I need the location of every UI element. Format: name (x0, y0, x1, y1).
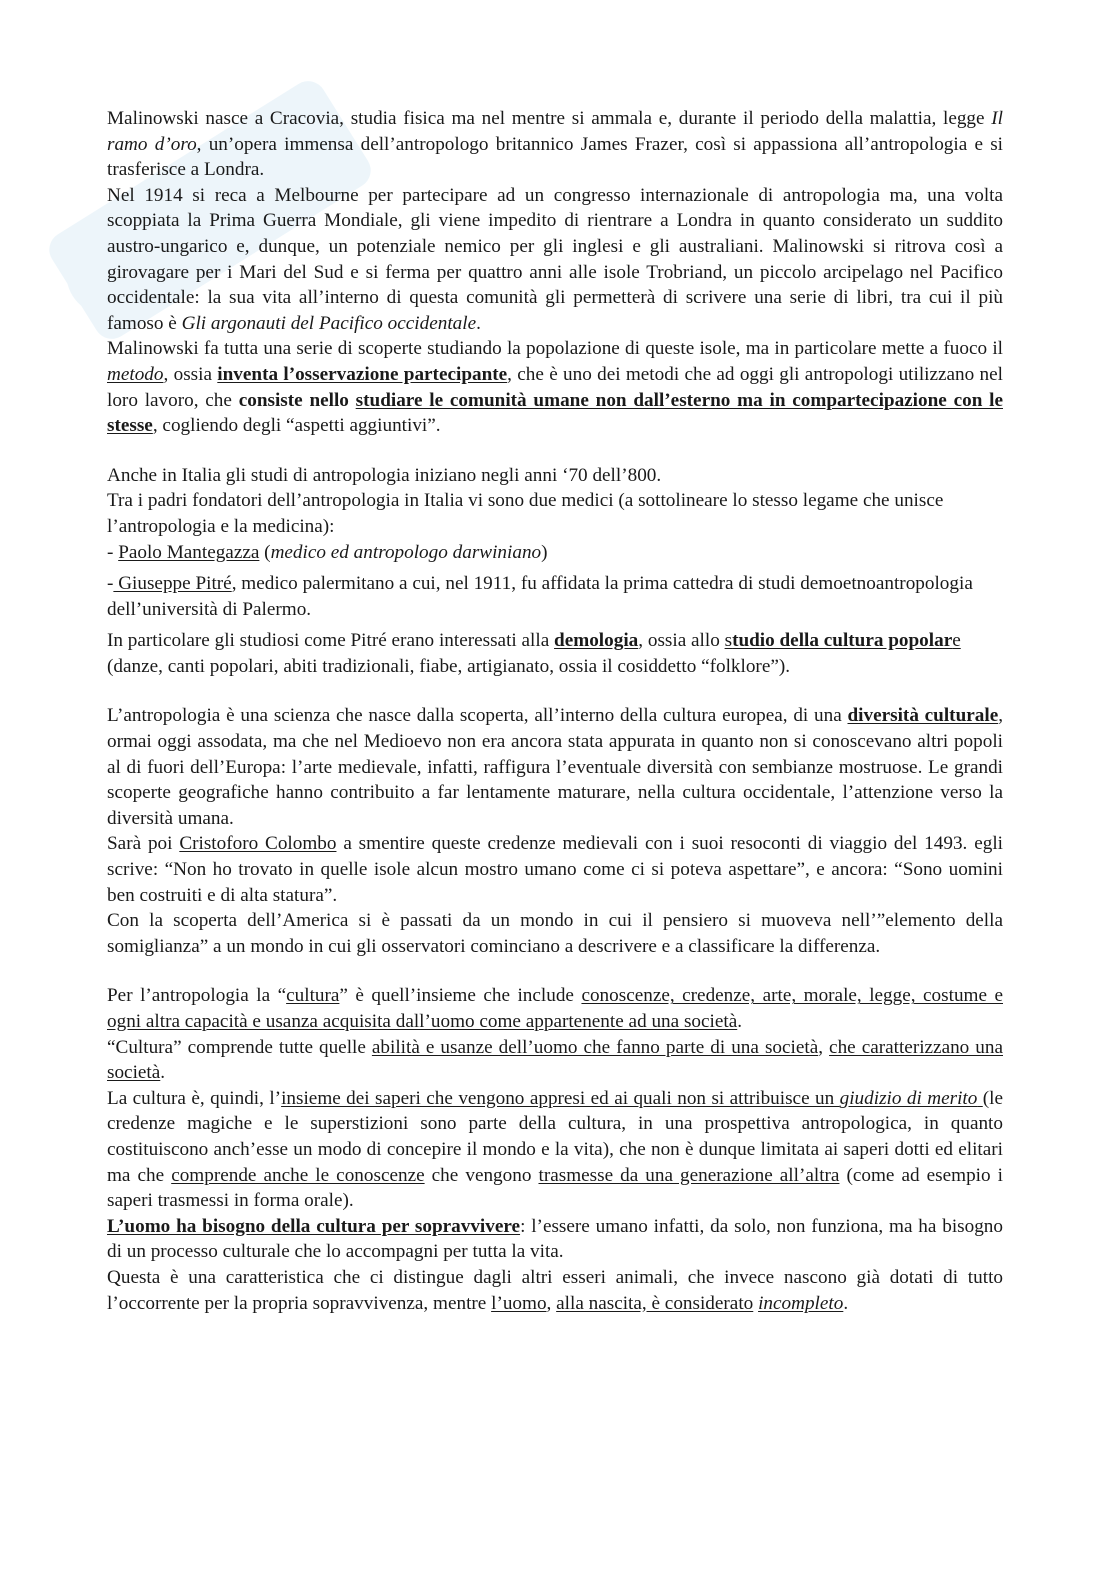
paragraph-p16 (107, 1265, 1003, 1316)
text-segment: Cristoforo Colombo (179, 833, 337, 855)
text-segment: insieme dei saperi che vengono appresi ed ai quali non si attribuisce un (281, 1087, 840, 1109)
text-segment: “Cultura” comprende tutte quelle (107, 1036, 372, 1058)
text-segment: (danze, canti popolari, abiti tradizionali, fiabe, artigianato, ossia il cosiddetto “folklore”). (107, 655, 791, 677)
text-segment: , ossia (163, 363, 218, 385)
text-segment: Malinowski fa tutta una serie di scoperte studiando la popolazione di queste isole, ma in particolare mette a fuoco il (107, 338, 1003, 360)
text-segment: trasmesse da una generazione all’altra (538, 1164, 840, 1186)
text-segment: tudio della cultura popolar (732, 630, 953, 652)
text-segment: conoscenze, credenze, arte, morale, legge, costume e ogni altra capacità e usanza acquisita dall’uomo come appartenente ad una società (107, 985, 1003, 1032)
text-segment: incompleto (758, 1292, 844, 1314)
paragraph-spacer (107, 959, 1003, 983)
text-segment: comprende anche le conoscenze (171, 1164, 425, 1186)
paragraph-p5 (107, 488, 1003, 539)
text-segment: . (843, 1292, 849, 1314)
paragraph-p6 (107, 540, 1003, 566)
text-segment: giudizio di merito (839, 1087, 978, 1109)
text-segment: . (476, 312, 481, 334)
text-segment: e (952, 630, 961, 652)
paragraph-p3 (107, 336, 1003, 438)
text-segment: Questa è una caratteristica che ci distingue dagli altri esseri animali, che invece nascono già dotati di tutto l’occorrente per la propria sopravvivenza, mentre (107, 1266, 1003, 1314)
document-body (107, 106, 1003, 1316)
text-segment: studiare le comunità umane non dall’esterno ma in compartecipazione con le stesse (107, 389, 1003, 437)
text-segment: - (107, 541, 119, 563)
text-segment: l’uomo (491, 1292, 547, 1314)
text-segment: (come ad esempio i saperi trasmessi in forma orale). (107, 1164, 1003, 1212)
text-segment: ) (541, 541, 548, 563)
paragraph-p7 (107, 571, 1003, 622)
text-segment: , (818, 1036, 830, 1058)
paragraph-p4 (107, 463, 1003, 489)
text-segment: , ossia allo (638, 630, 725, 652)
text-segment: . (160, 1062, 166, 1084)
text-segment: consiste nello (238, 389, 356, 411)
text-segment: L’antropologia è una scienza che nasce dalla scoperta, all’interno della cultura europea, di una (107, 705, 848, 727)
paragraph-p15 (107, 1214, 1003, 1265)
paragraph-p1 (107, 106, 1003, 183)
text-segment: che vengono (424, 1164, 539, 1186)
text-segment: diversità culturale (847, 705, 999, 727)
text-segment: In particolare gli studiosi come Pitré erano interessati alla (107, 630, 555, 652)
paragraph-p14 (107, 1086, 1003, 1214)
text-segment: Sarà poi (107, 833, 180, 855)
text-segment: Anche in Italia gli studi di antropologia iniziano negli anni ‘70 dell’800. (107, 464, 662, 486)
text-segment: a smentire queste credenze medievali con i suoi resoconti di viaggio del 1493. egli scrive: “Non ho trovato in quelle isole alcun mostro umano come ci si poteva aspettare”, e ancora: “Sono uomini ben costruiti e di alta statura”. (107, 833, 1003, 906)
text-segment: : l’essere umano infatti, da solo, non funziona, ma ha bisogno di un processo culturale che lo accompagni per tutta la vita. (107, 1215, 1003, 1263)
text-segment: Gli argonauti del Pacifico occidentale (181, 312, 477, 334)
text-segment: che caratterizzano una società (107, 1036, 1003, 1084)
text-segment: - (107, 573, 114, 595)
text-segment: Giuseppe Pitré (113, 573, 232, 595)
text-segment: ” è quell’insieme che include (339, 985, 582, 1007)
text-segment: , un’opera immensa dell’antropologo britannico James Frazer, così si appassiona all’antropologia e si trasferisce a Londra. (107, 133, 1004, 181)
text-segment: abilità e usanze dell’uomo che fanno parte di una società (371, 1036, 819, 1058)
text-segment: Con la scoperta dell’America si è passati da un mondo in cui il pensiero si muoveva nell’”elemento della somiglianza” a un mondo in cui gli osservatori cominciano a descrivere e a classificare la differenza. (107, 910, 1003, 957)
text-segment: metodo (107, 363, 164, 385)
text-segment: inventa l’osservazione partecipante (217, 363, 508, 385)
text-segment: ( (259, 541, 271, 563)
paragraph-p9 (107, 703, 1003, 831)
text-segment: cultura (286, 985, 340, 1007)
text-segment: demologia (554, 630, 639, 652)
text-segment: Paolo Mantegazza (118, 541, 260, 563)
text-segment: (le credenze magiche e le superstizioni sono parte della cultura, in una prospettiva antropologica, in quanto costituiscono anch’esse un modo di concepire il mondo e la vita), che non è dunque limitata ai saperi dotti ed elitari ma che (107, 1087, 1003, 1186)
text-segment: Il ramo d’oro (107, 108, 1003, 155)
text-segment: La cultura è, quindi, l’ (107, 1087, 282, 1109)
text-segment: alla nascita, è considerato (556, 1292, 754, 1314)
paragraph-p2 (107, 183, 1003, 337)
paragraph-p11 (107, 908, 1003, 959)
text-segment: , cogliendo degli “aspetti aggiuntivi”. (152, 415, 441, 437)
paragraph-spacer (107, 439, 1003, 463)
paragraph-p10 (107, 831, 1003, 908)
paragraph-p13 (107, 1035, 1003, 1086)
paragraph-spacer (107, 679, 1003, 703)
text-segment: Tra i padri fondatori dell’antropologia in Italia vi sono due medici (a sottolineare lo stesso legame che unisce l’antropologia e la medicina): (107, 490, 944, 537)
text-segment: , ormai oggi assodata, ma che nel Medioevo non era ancora stata appurata in quanto non si conoscevano altri popoli al di fuori dell’Europa: l’arte medievale, infatti, raffigura l’eventuale diversità con sembianze mostruose. Le grandi scoperte geografiche hanno contribuito a far lentamente maturare, nella cultura occidentale, l’attenzione verso la diversità umana. (107, 705, 1004, 829)
text-segment: L’uomo ha bisogno della cultura per sopravvivere (107, 1215, 521, 1237)
paragraph-p12 (107, 983, 1003, 1034)
paragraph-p8 (107, 628, 1003, 679)
text-segment: . (737, 1011, 743, 1032)
text-segment: Malinowski nasce a Cracovia, studia fisica ma nel mentre si ammala e, durante il periodo della malattia, legge (107, 108, 992, 129)
text-segment: medico ed antropologo darwiniano (270, 541, 542, 563)
text-segment: , che è uno dei metodi che ad oggi gli antropologi utilizzano nel loro lavoro, che (107, 363, 1003, 411)
text-segment: Nel 1914 si reca a Melbourne per partecipare ad un congresso internazionale di antropologia ma, una volta scoppiata la Prima Guerra Mondiale, gli viene impedito di rientrare a Londra in quanto considerato un suddito austro-ungarico e, dunque, un potenziale nemico per gli inglesi e gli australiani. Malinowski si ritrova così a girovagare per i Mari del Sud e si ferma per quattro anni alle isole Trobriand, un piccolo arcipelago nel Pacifico occidentale: la sua vita all’interno di questa comunità gli permetterà di scrivere una serie di libri, tra cui il più famoso è (107, 184, 1003, 334)
text-segment: , medico palermitano a cui, nel 1911, fu affidata la prima cattedra di studi demoetnoantropologia dell’università di Palermo. (107, 573, 973, 620)
text-segment: s (724, 630, 733, 652)
text-segment: Per l’antropologia la “ (107, 985, 287, 1007)
text-segment: , (546, 1292, 557, 1314)
